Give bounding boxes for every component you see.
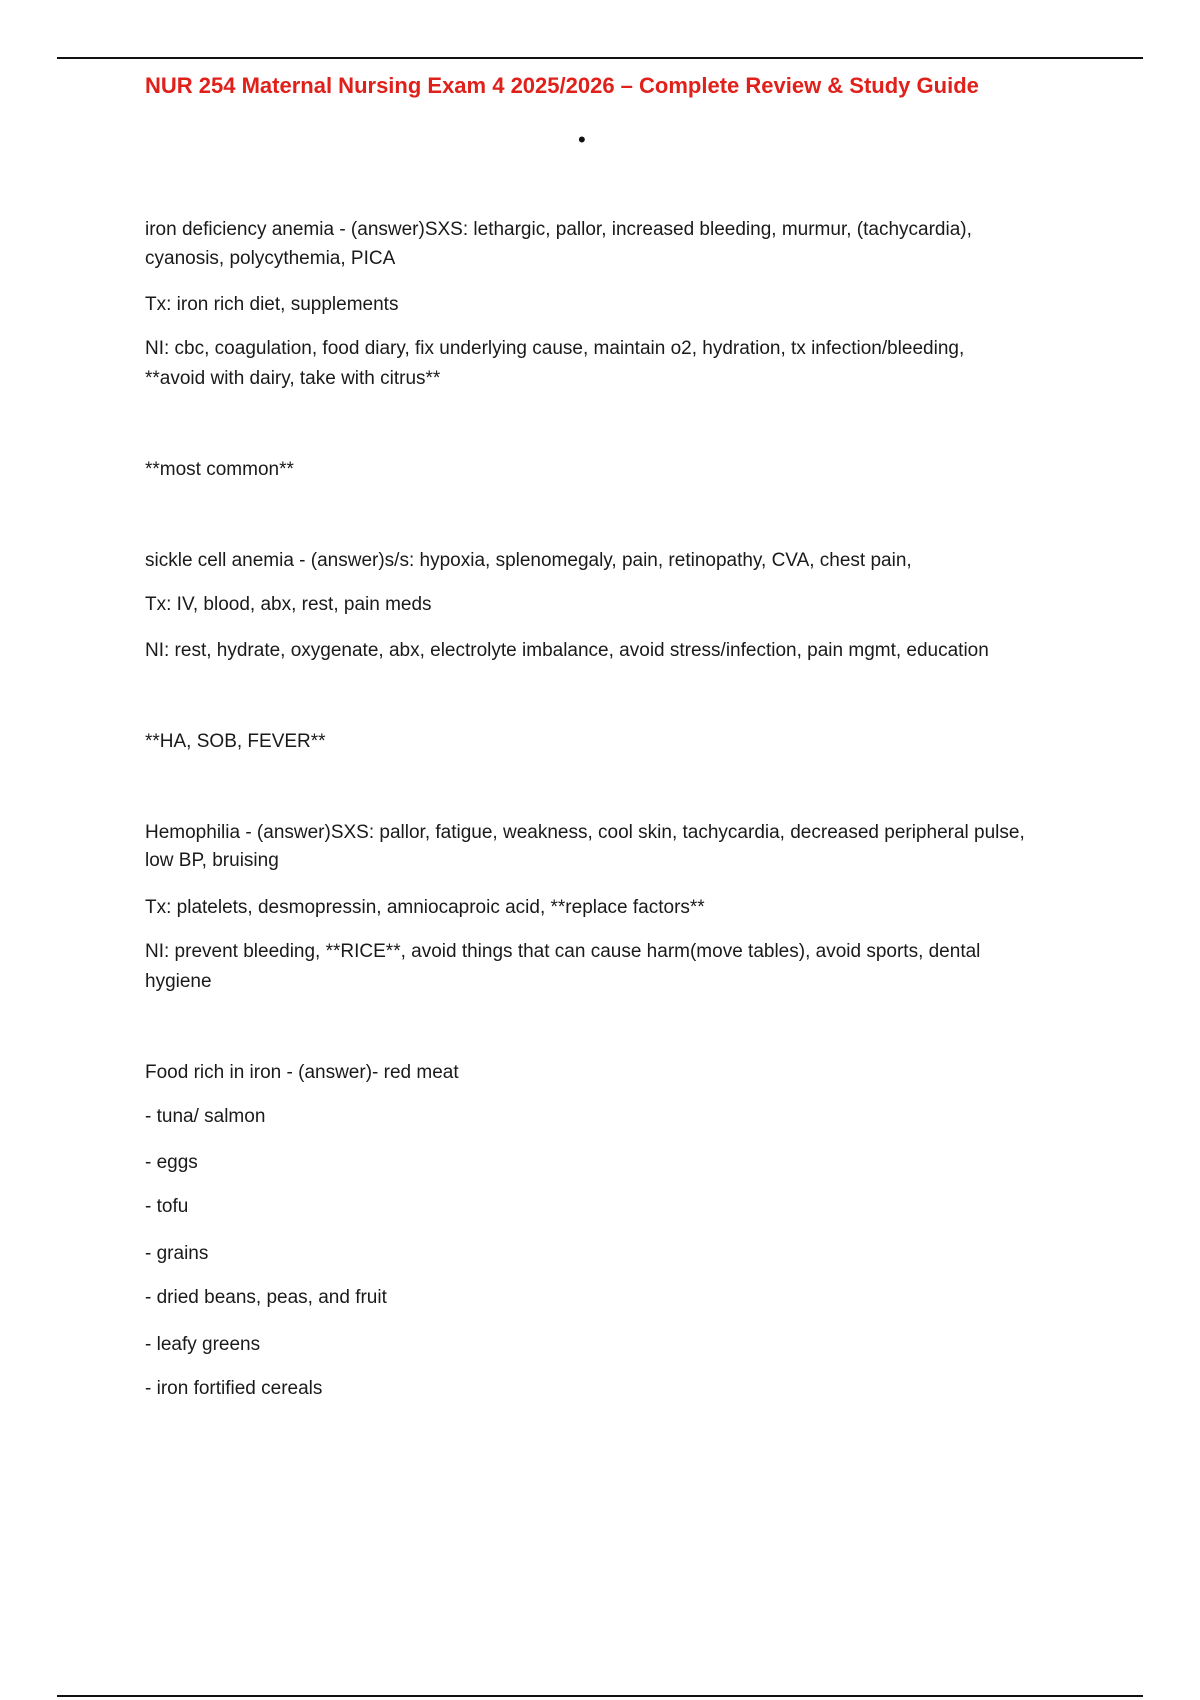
bullet-point: • <box>578 127 586 152</box>
list-item: - grains <box>145 1243 209 1264</box>
sickle-cell-note: **HA, SOB, FEVER** <box>145 731 326 752</box>
iron-deficiency-sxs-line1: iron deficiency anemia - (answer)SXS: lethargic, pallor, increased bleeding, murmur, (tachycardia), <box>145 219 972 240</box>
sickle-cell-tx: Tx: IV, blood, abx, rest, pain meds <box>145 594 432 615</box>
iron-foods-heading: Food rich in iron - (answer)- red meat <box>145 1062 459 1083</box>
iron-deficiency-sxs-line2: cyanosis, polycythemia, PICA <box>145 248 396 269</box>
list-item: - eggs <box>145 1152 198 1173</box>
iron-deficiency-tx: Tx: iron rich diet, supplements <box>145 294 399 315</box>
list-item: - leafy greens <box>145 1334 261 1355</box>
bottom-rule <box>57 1695 1143 1697</box>
document-title: NUR 254 Maternal Nursing Exam 4 2025/2026 – Complete Review & Study Guide <box>145 73 979 98</box>
hemophilia-ni-line1: NI: prevent bleeding, **RICE**, avoid things that can cause harm(move tables), avoid sports, dental <box>145 941 981 962</box>
top-rule <box>57 57 1143 59</box>
hemophilia-ni-line2: hygiene <box>145 971 212 992</box>
list-item: - iron fortified cereals <box>145 1378 323 1399</box>
iron-deficiency-note: **most common** <box>145 459 294 480</box>
list-item: - tuna/ salmon <box>145 1106 266 1127</box>
sickle-cell-ni: NI: rest, hydrate, oxygenate, abx, electrolyte imbalance, avoid stress/infection, pain mgmt, education <box>145 640 989 661</box>
list-item: - dried beans, peas, and fruit <box>145 1287 387 1308</box>
iron-deficiency-ni-line1: NI: cbc, coagulation, food diary, fix underlying cause, maintain o2, hydration, tx infection/bleeding, <box>145 338 965 359</box>
iron-deficiency-ni-line2: **avoid with dairy, take with citrus** <box>145 368 441 389</box>
hemophilia-tx: Tx: platelets, desmopressin, amniocaproic acid, **replace factors** <box>145 897 705 918</box>
hemophilia-sxs-line2: low BP, bruising <box>145 850 279 871</box>
sickle-cell-ss: sickle cell anemia - (answer)s/s: hypoxia, splenomegaly, pain, retinopathy, CVA, chest pain, <box>145 550 912 571</box>
hemophilia-sxs-line1: Hemophilia - (answer)SXS: pallor, fatigue, weakness, cool skin, tachycardia, decreased peripheral pulse, <box>145 822 1025 843</box>
list-item: - tofu <box>145 1196 189 1217</box>
